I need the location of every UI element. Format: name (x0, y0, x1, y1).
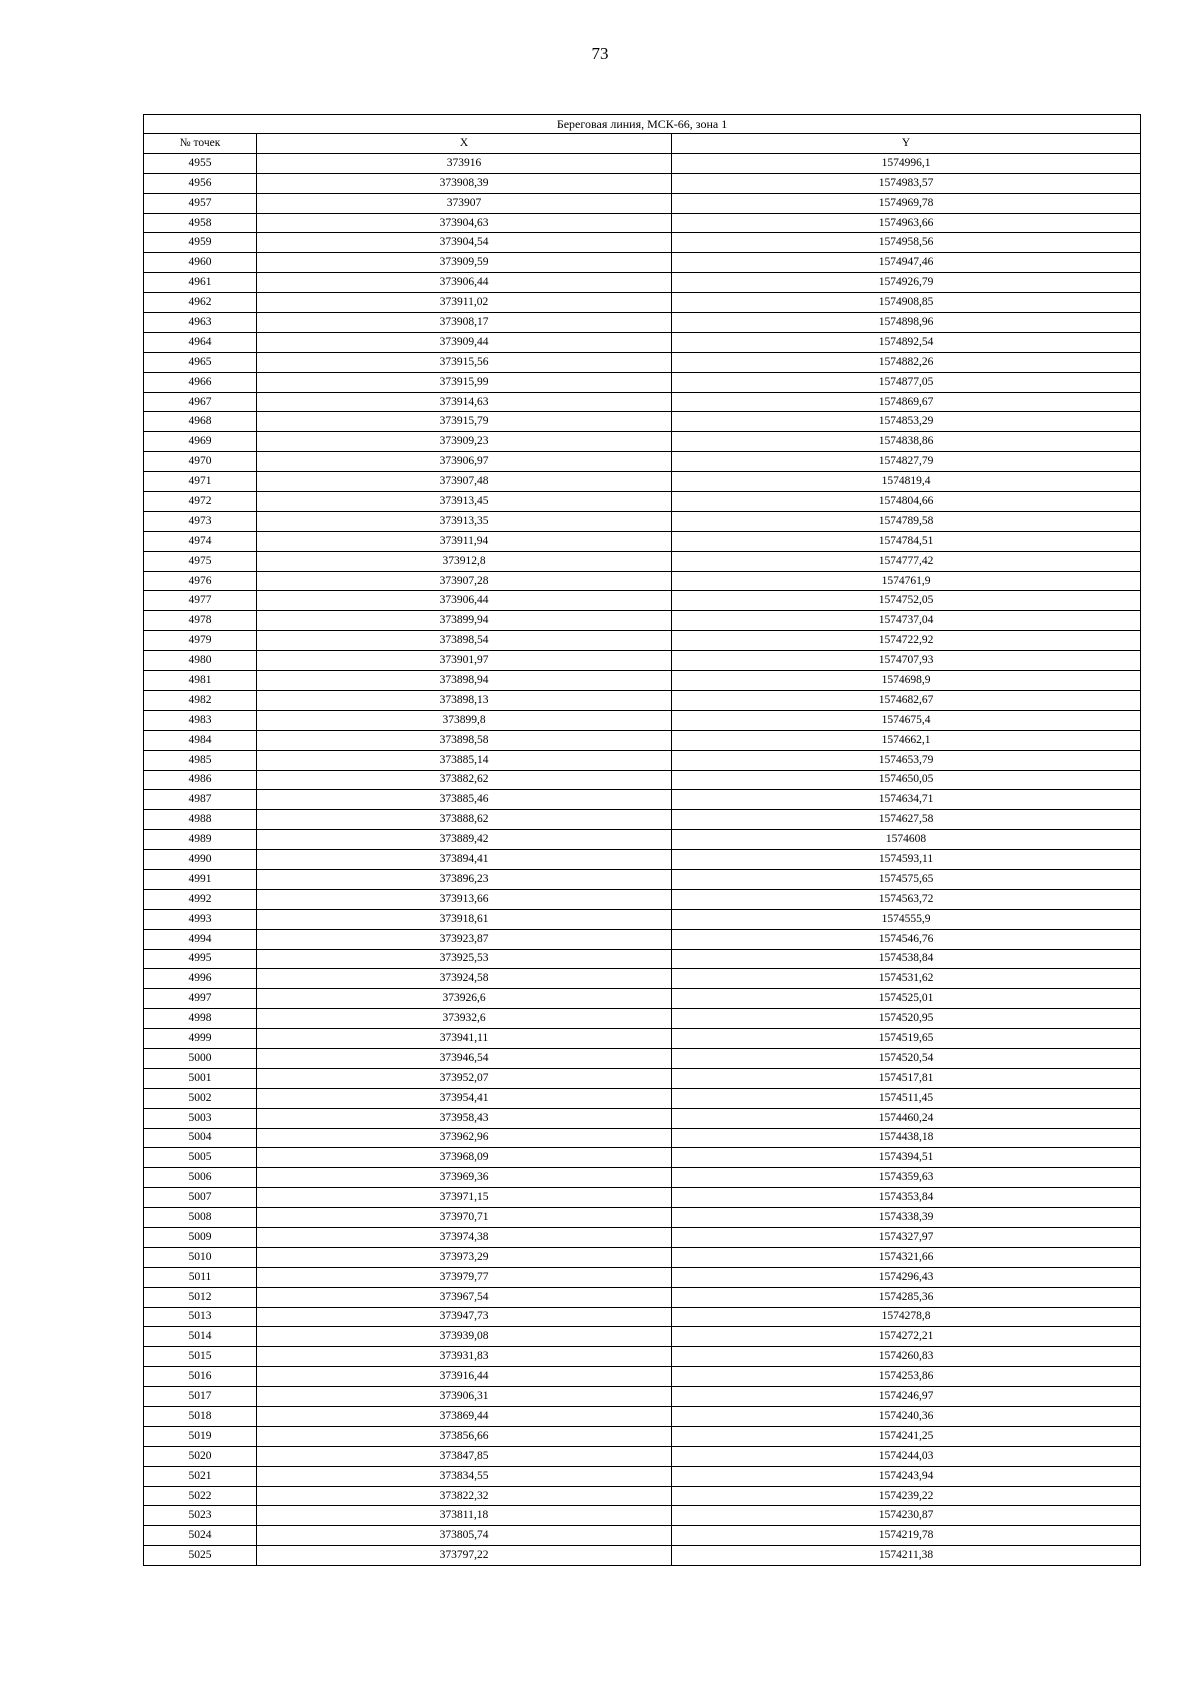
cell-x: 373967,54 (257, 1287, 672, 1307)
table-row (144, 1486, 1141, 1506)
cell-x: 373974,38 (257, 1227, 672, 1247)
cell-point-number: 4992 (144, 889, 257, 909)
coordinates-table (143, 114, 1141, 1566)
table-row (144, 531, 1141, 551)
cell-y: 1574898,96 (672, 313, 1141, 333)
cell-x: 373947,73 (257, 1307, 672, 1327)
cell-x: 373932,6 (257, 1009, 672, 1029)
table-row (144, 810, 1141, 830)
cell-x: 373916,44 (257, 1367, 672, 1387)
table-row (144, 690, 1141, 710)
cell-x: 373979,77 (257, 1267, 672, 1287)
cell-point-number: 4996 (144, 969, 257, 989)
cell-y: 1574698,9 (672, 671, 1141, 691)
table-row (144, 293, 1141, 313)
table-row (144, 352, 1141, 372)
table-body (144, 153, 1141, 1565)
cell-x: 373889,42 (257, 830, 672, 850)
cell-x: 373952,07 (257, 1068, 672, 1088)
cell-point-number: 5024 (144, 1526, 257, 1546)
cell-y: 1574519,65 (672, 1029, 1141, 1049)
table-row (144, 631, 1141, 651)
cell-x: 373907,28 (257, 571, 672, 591)
cell-y: 1574608 (672, 830, 1141, 850)
cell-y: 1574737,04 (672, 611, 1141, 631)
cell-y: 1574777,42 (672, 551, 1141, 571)
cell-y: 1574650,05 (672, 770, 1141, 790)
cell-y: 1574525,01 (672, 989, 1141, 1009)
cell-x: 373924,58 (257, 969, 672, 989)
cell-y: 1574789,58 (672, 511, 1141, 531)
cell-x: 373882,62 (257, 770, 672, 790)
cell-point-number: 4972 (144, 492, 257, 512)
table-row (144, 1088, 1141, 1108)
table-row (144, 392, 1141, 412)
cell-point-number: 4955 (144, 153, 257, 173)
table-header-row (144, 134, 1141, 154)
cell-point-number: 5025 (144, 1546, 257, 1566)
cell-y: 1574819,4 (672, 472, 1141, 492)
cell-point-number: 4981 (144, 671, 257, 691)
cell-x: 373941,11 (257, 1029, 672, 1049)
cell-point-number: 4990 (144, 850, 257, 870)
cell-y: 1574230,87 (672, 1506, 1141, 1526)
cell-x: 373913,45 (257, 492, 672, 512)
cell-y: 1574296,43 (672, 1267, 1141, 1287)
cell-x: 373885,14 (257, 750, 672, 770)
cell-y: 1574983,57 (672, 173, 1141, 193)
cell-y: 1574321,66 (672, 1247, 1141, 1267)
cell-y: 1574511,45 (672, 1088, 1141, 1108)
cell-x: 373856,66 (257, 1426, 672, 1446)
cell-y: 1574272,21 (672, 1327, 1141, 1347)
cell-point-number: 4971 (144, 472, 257, 492)
cell-x: 373898,58 (257, 730, 672, 750)
cell-y: 1574963,66 (672, 213, 1141, 233)
cell-y: 1574240,36 (672, 1407, 1141, 1427)
cell-y: 1574278,8 (672, 1307, 1141, 1327)
cell-y: 1574460,24 (672, 1108, 1141, 1128)
table-row (144, 1227, 1141, 1247)
cell-x: 373939,08 (257, 1327, 672, 1347)
cell-y: 1574908,85 (672, 293, 1141, 313)
cell-point-number: 4970 (144, 452, 257, 472)
cell-x: 373958,43 (257, 1108, 672, 1128)
table-row (144, 472, 1141, 492)
cell-x: 373913,35 (257, 511, 672, 531)
cell-point-number: 4978 (144, 611, 257, 631)
cell-x: 373923,87 (257, 929, 672, 949)
table-row (144, 869, 1141, 889)
table-row (144, 790, 1141, 810)
cell-x: 373908,39 (257, 173, 672, 193)
cell-point-number: 5000 (144, 1048, 257, 1068)
cell-point-number: 4984 (144, 730, 257, 750)
cell-x: 373962,96 (257, 1128, 672, 1148)
table-row (144, 1188, 1141, 1208)
cell-x: 373911,94 (257, 531, 672, 551)
cell-point-number: 4966 (144, 372, 257, 392)
cell-x: 373906,31 (257, 1387, 672, 1407)
cell-point-number: 5012 (144, 1287, 257, 1307)
cell-y: 1574243,94 (672, 1466, 1141, 1486)
cell-point-number: 4988 (144, 810, 257, 830)
cell-x: 373904,54 (257, 233, 672, 253)
table-row (144, 193, 1141, 213)
cell-point-number: 4961 (144, 273, 257, 293)
table-row (144, 969, 1141, 989)
cell-y: 1574260,83 (672, 1347, 1141, 1367)
cell-x: 373909,44 (257, 332, 672, 352)
cell-y: 1574593,11 (672, 850, 1141, 870)
cell-x: 373913,66 (257, 889, 672, 909)
table-row (144, 273, 1141, 293)
cell-point-number: 5019 (144, 1426, 257, 1446)
cell-x: 373971,15 (257, 1188, 672, 1208)
cell-point-number: 4956 (144, 173, 257, 193)
cell-y: 1574327,97 (672, 1227, 1141, 1247)
cell-point-number: 5023 (144, 1506, 257, 1526)
cell-x: 373931,83 (257, 1347, 672, 1367)
table-title-row (144, 115, 1141, 134)
cell-x: 373869,44 (257, 1407, 672, 1427)
table-row (144, 1526, 1141, 1546)
cell-point-number: 4963 (144, 313, 257, 333)
table-row (144, 1367, 1141, 1387)
cell-y: 1574882,26 (672, 352, 1141, 372)
table-row (144, 949, 1141, 969)
cell-x: 373969,36 (257, 1168, 672, 1188)
cell-y: 1574838,86 (672, 432, 1141, 452)
cell-x: 373918,61 (257, 909, 672, 929)
cell-x: 373899,94 (257, 611, 672, 631)
cell-x: 373911,02 (257, 293, 672, 313)
cell-y: 1574853,29 (672, 412, 1141, 432)
cell-point-number: 4975 (144, 551, 257, 571)
cell-y: 1574253,86 (672, 1367, 1141, 1387)
cell-point-number: 5008 (144, 1208, 257, 1228)
cell-point-number: 4993 (144, 909, 257, 929)
cell-y: 1574517,81 (672, 1068, 1141, 1088)
cell-point-number: 4959 (144, 233, 257, 253)
cell-y: 1574761,9 (672, 571, 1141, 591)
table-row (144, 1128, 1141, 1148)
cell-x: 373847,85 (257, 1446, 672, 1466)
cell-point-number: 5006 (144, 1168, 257, 1188)
table-row (144, 750, 1141, 770)
cell-y: 1574675,4 (672, 710, 1141, 730)
table-row (144, 651, 1141, 671)
table-row (144, 332, 1141, 352)
cell-x: 373797,22 (257, 1546, 672, 1566)
table-row (144, 889, 1141, 909)
table-row (144, 253, 1141, 273)
cell-y: 1574353,84 (672, 1188, 1141, 1208)
cell-x: 373898,94 (257, 671, 672, 691)
cell-x: 373954,41 (257, 1088, 672, 1108)
cell-x: 373898,13 (257, 690, 672, 710)
table-row (144, 1287, 1141, 1307)
table-row (144, 1347, 1141, 1367)
table-row (144, 213, 1141, 233)
cell-x: 373805,74 (257, 1526, 672, 1546)
cell-point-number: 5011 (144, 1267, 257, 1287)
cell-point-number: 4983 (144, 710, 257, 730)
table-row (144, 153, 1141, 173)
cell-point-number: 4964 (144, 332, 257, 352)
cell-point-number: 4968 (144, 412, 257, 432)
cell-y: 1574211,38 (672, 1546, 1141, 1566)
cell-point-number: 4962 (144, 293, 257, 313)
cell-x: 373894,41 (257, 850, 672, 870)
page-number: 73 (591, 44, 609, 63)
cell-point-number: 4957 (144, 193, 257, 213)
cell-point-number: 5016 (144, 1367, 257, 1387)
cell-y: 1574634,71 (672, 790, 1141, 810)
cell-y: 1574546,76 (672, 929, 1141, 949)
table-row (144, 1029, 1141, 1049)
table-row (144, 173, 1141, 193)
cell-y: 1574575,65 (672, 869, 1141, 889)
cell-x: 373906,44 (257, 273, 672, 293)
cell-y: 1574438,18 (672, 1128, 1141, 1148)
cell-y: 1574520,95 (672, 1009, 1141, 1029)
cell-point-number: 4979 (144, 631, 257, 651)
cell-y: 1574996,1 (672, 153, 1141, 173)
cell-x: 373915,79 (257, 412, 672, 432)
cell-y: 1574555,9 (672, 909, 1141, 929)
cell-point-number: 5001 (144, 1068, 257, 1088)
cell-point-number: 5007 (144, 1188, 257, 1208)
cell-y: 1574531,62 (672, 969, 1141, 989)
table-row (144, 1108, 1141, 1128)
cell-point-number: 4958 (144, 213, 257, 233)
table-row (144, 492, 1141, 512)
cell-x: 373908,17 (257, 313, 672, 333)
cell-point-number: 5002 (144, 1088, 257, 1108)
cell-x: 373916 (257, 153, 672, 173)
table-row (144, 830, 1141, 850)
cell-point-number: 4982 (144, 690, 257, 710)
cell-y: 1574563,72 (672, 889, 1141, 909)
cell-y: 1574892,54 (672, 332, 1141, 352)
cell-point-number: 4965 (144, 352, 257, 372)
cell-x: 373822,32 (257, 1486, 672, 1506)
cell-y: 1574877,05 (672, 372, 1141, 392)
cell-y: 1574246,97 (672, 1387, 1141, 1407)
table-row (144, 452, 1141, 472)
cell-point-number: 4976 (144, 571, 257, 591)
cell-point-number: 5004 (144, 1128, 257, 1148)
cell-y: 1574926,79 (672, 273, 1141, 293)
cell-y: 1574653,79 (672, 750, 1141, 770)
cell-x: 373915,56 (257, 352, 672, 372)
cell-point-number: 5018 (144, 1407, 257, 1427)
cell-x: 373909,59 (257, 253, 672, 273)
cell-x: 373907 (257, 193, 672, 213)
table-row (144, 313, 1141, 333)
cell-y: 1574538,84 (672, 949, 1141, 969)
cell-x: 373906,44 (257, 591, 672, 611)
cell-point-number: 5013 (144, 1307, 257, 1327)
cell-x: 373970,71 (257, 1208, 672, 1228)
cell-point-number: 4994 (144, 929, 257, 949)
cell-point-number: 4969 (144, 432, 257, 452)
cell-point-number: 5014 (144, 1327, 257, 1347)
header-x: X (257, 134, 672, 154)
cell-point-number: 4991 (144, 869, 257, 889)
cell-x: 373834,55 (257, 1466, 672, 1486)
cell-x: 373901,97 (257, 651, 672, 671)
table-row (144, 929, 1141, 949)
table-row (144, 1009, 1141, 1029)
cell-y: 1574752,05 (672, 591, 1141, 611)
table-row (144, 591, 1141, 611)
table-row (144, 710, 1141, 730)
cell-point-number: 4987 (144, 790, 257, 810)
cell-point-number: 4980 (144, 651, 257, 671)
cell-x: 373904,63 (257, 213, 672, 233)
table-row (144, 412, 1141, 432)
cell-point-number: 4998 (144, 1009, 257, 1029)
table-row (144, 1466, 1141, 1486)
cell-x: 373973,29 (257, 1247, 672, 1267)
table-row (144, 1426, 1141, 1446)
cell-point-number: 4977 (144, 591, 257, 611)
cell-x: 373899,8 (257, 710, 672, 730)
table-row (144, 551, 1141, 571)
cell-point-number: 5017 (144, 1387, 257, 1407)
table-row (144, 1307, 1141, 1327)
cell-y: 1574682,67 (672, 690, 1141, 710)
table-row (144, 511, 1141, 531)
cell-y: 1574627,58 (672, 810, 1141, 830)
table-row (144, 372, 1141, 392)
cell-y: 1574958,56 (672, 233, 1141, 253)
table-row (144, 611, 1141, 631)
cell-y: 1574394,51 (672, 1148, 1141, 1168)
cell-point-number: 4967 (144, 392, 257, 412)
cell-point-number: 4986 (144, 770, 257, 790)
table-row (144, 432, 1141, 452)
table-row (144, 233, 1141, 253)
cell-y: 1574947,46 (672, 253, 1141, 273)
cell-point-number: 4997 (144, 989, 257, 1009)
table-row (144, 1247, 1141, 1267)
cell-y: 1574244,03 (672, 1446, 1141, 1466)
table-row (144, 671, 1141, 691)
cell-y: 1574827,79 (672, 452, 1141, 472)
cell-x: 373914,63 (257, 392, 672, 412)
cell-point-number: 4974 (144, 531, 257, 551)
cell-point-number: 4960 (144, 253, 257, 273)
cell-y: 1574520,54 (672, 1048, 1141, 1068)
cell-x: 373907,48 (257, 472, 672, 492)
cell-x: 373946,54 (257, 1048, 672, 1068)
cell-y: 1574722,92 (672, 631, 1141, 651)
table-row (144, 1148, 1141, 1168)
cell-y: 1574969,78 (672, 193, 1141, 213)
header-point-number: № точек (144, 134, 257, 154)
table-row (144, 1506, 1141, 1526)
table-row (144, 571, 1141, 591)
cell-point-number: 5020 (144, 1446, 257, 1466)
cell-y: 1574359,63 (672, 1168, 1141, 1188)
table-row (144, 770, 1141, 790)
table-row (144, 909, 1141, 929)
cell-y: 1574804,66 (672, 492, 1141, 512)
cell-y: 1574338,39 (672, 1208, 1141, 1228)
table-title: Береговая линия, МСК-66, зона 1 (144, 115, 1141, 134)
table-row (144, 1048, 1141, 1068)
cell-x: 373888,62 (257, 810, 672, 830)
cell-x: 373915,99 (257, 372, 672, 392)
cell-x: 373912,8 (257, 551, 672, 571)
cell-y: 1574239,22 (672, 1486, 1141, 1506)
cell-x: 373896,23 (257, 869, 672, 889)
cell-point-number: 5015 (144, 1347, 257, 1367)
table-row (144, 730, 1141, 750)
cell-y: 1574285,36 (672, 1287, 1141, 1307)
cell-y: 1574869,67 (672, 392, 1141, 412)
cell-y: 1574241,25 (672, 1426, 1141, 1446)
cell-y: 1574707,93 (672, 651, 1141, 671)
cell-point-number: 5009 (144, 1227, 257, 1247)
cell-point-number: 5005 (144, 1148, 257, 1168)
cell-x: 373898,54 (257, 631, 672, 651)
cell-point-number: 4973 (144, 511, 257, 531)
cell-point-number: 4995 (144, 949, 257, 969)
table-row (144, 1546, 1141, 1566)
table-row (144, 1446, 1141, 1466)
cell-point-number: 5021 (144, 1466, 257, 1486)
cell-y: 1574219,78 (672, 1526, 1141, 1546)
table-row (144, 1387, 1141, 1407)
table-row (144, 1327, 1141, 1347)
cell-x: 373909,23 (257, 432, 672, 452)
cell-x: 373925,53 (257, 949, 672, 969)
cell-x: 373926,6 (257, 989, 672, 1009)
cell-point-number: 5010 (144, 1247, 257, 1267)
cell-point-number: 5003 (144, 1108, 257, 1128)
cell-x: 373968,09 (257, 1148, 672, 1168)
table-row (144, 1068, 1141, 1088)
cell-point-number: 4985 (144, 750, 257, 770)
cell-y: 1574784,51 (672, 531, 1141, 551)
table-row (144, 1208, 1141, 1228)
cell-x: 373906,97 (257, 452, 672, 472)
cell-point-number: 5022 (144, 1486, 257, 1506)
cell-point-number: 4999 (144, 1029, 257, 1049)
cell-point-number: 4989 (144, 830, 257, 850)
cell-y: 1574662,1 (672, 730, 1141, 750)
table-row (144, 850, 1141, 870)
cell-x: 373811,18 (257, 1506, 672, 1526)
header-y: Y (672, 134, 1141, 154)
table-row (144, 989, 1141, 1009)
table-row (144, 1168, 1141, 1188)
cell-x: 373885,46 (257, 790, 672, 810)
table-row (144, 1407, 1141, 1427)
table-row (144, 1267, 1141, 1287)
